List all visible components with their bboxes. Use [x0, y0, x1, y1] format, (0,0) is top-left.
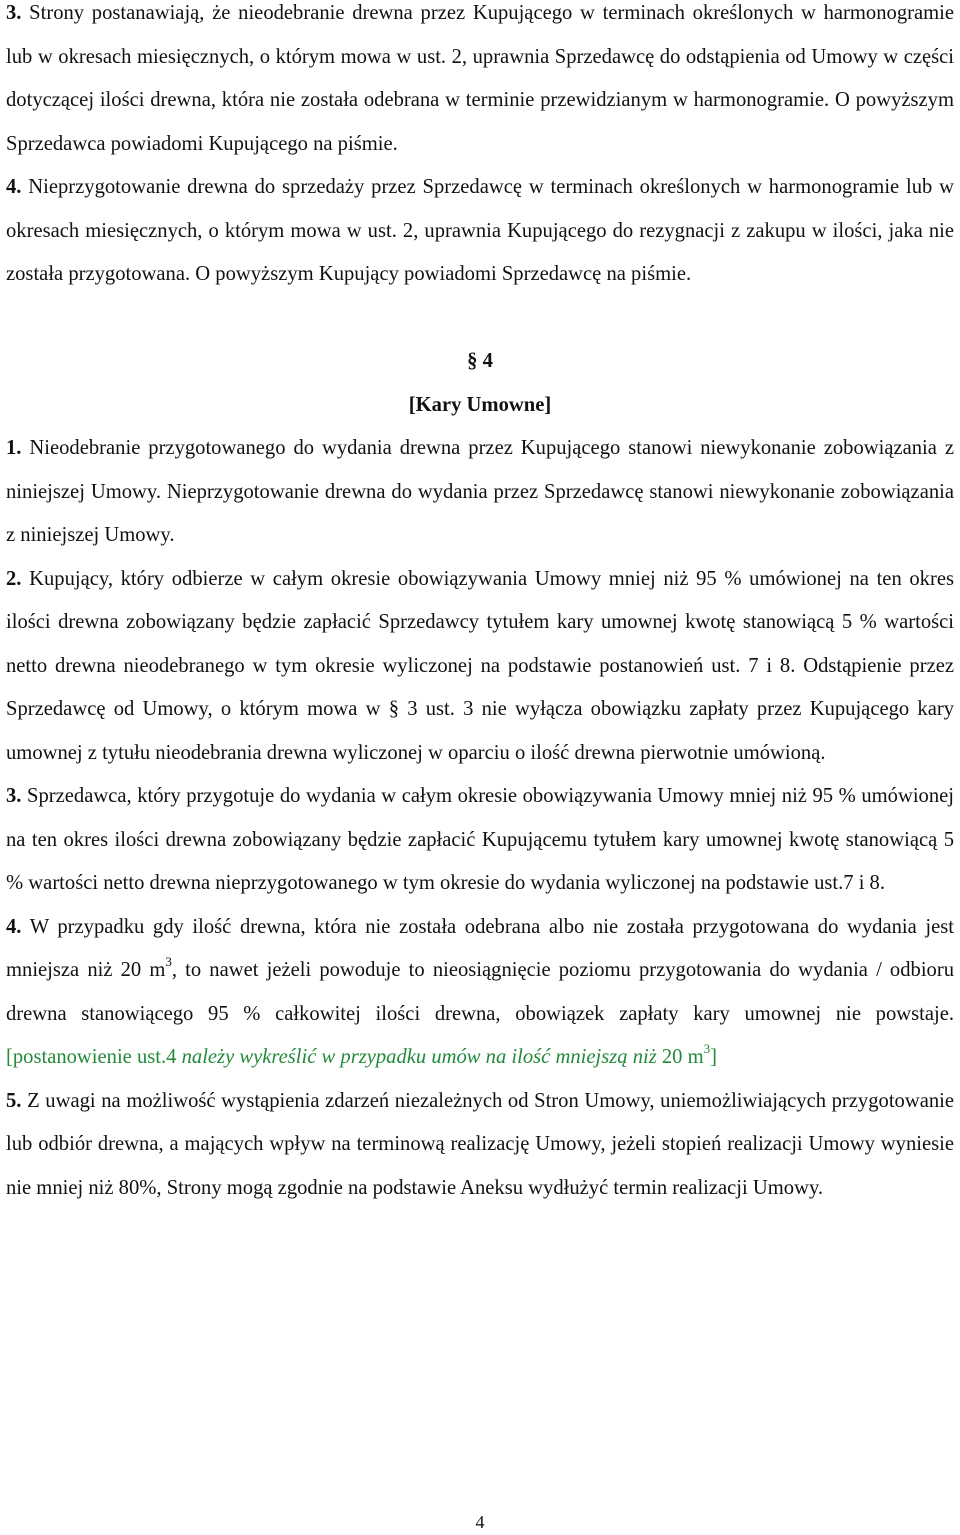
superscript: 3 — [165, 954, 172, 970]
paragraph-number: 2. — [6, 567, 22, 590]
editorial-note-amount: 20 m — [656, 1046, 704, 1068]
paragraph-number: 3. — [6, 785, 22, 807]
section4-paragraph-2 — [6, 558, 954, 776]
paragraph-number: 4. — [6, 176, 22, 198]
section4-paragraph-3 — [6, 775, 954, 906]
paragraph-text-b: , to nawet jeżeli powoduje to nieosiągnięcie poziomu przygotowania do wydania / odbioru drewna stanowiącego 95 % całkowitej ilości drewna, obowiązek zapłaty kary umownej nie powstaje. — [6, 959, 954, 1025]
paragraph-text-a: Kupujący, który odbierze w całym okresie obowiązywania Umowy mniej niż 95 % umówionej na ten okres ilości drewna zobowiązany będzie zapłacić Sprzedawcy tytułem kary umownej kwotę stanowiącą 5 % wartości netto drewna nieodebranego w tym okresie wyliczonej na podstawie postanowień ust. 7 i 8. Odstąpienie przez Sprzedawcę od Umowy, o którym mowa w — [6, 567, 954, 720]
paragraph-text: Nieodebranie przygotowanego do wydania drewna przez Kupującego stanowi niewykonanie zobowiązania z niniejszej Umowy. Nieprzygotowanie drewna do wydania przez Sprzedawcę stanowi niewykonanie zobowiązania z niniejszej Umowy. — [6, 437, 954, 546]
paragraph-number: 3. — [6, 2, 22, 24]
paragraph-4 — [6, 166, 954, 297]
spacer — [6, 297, 954, 341]
paragraph-text: Z uwagi na możliwość wystąpienia zdarzeń niezależnych od Stron Umowy, uniemożliwiających przygotowanie lub odbiór drewna, a mających wpływ na terminową realizację Umowy, jeżeli stopień realizacji Umowy wyniesie nie mniej niż 80%, Strony mogą zgodnie na podstawie Aneksu wydłużyć termin realizacji Umowy. — [6, 1089, 955, 1199]
section-number: 4 — [482, 350, 493, 372]
paragraph-text-a: W przypadku gdy ilość drewna, która nie została odebrana albo nie została przygotowana do wydania jest mniejsza niż 20 m — [6, 915, 954, 981]
paragraph-number: 4. — [6, 915, 22, 938]
paragraph-number: 1. — [6, 437, 22, 459]
section-symbol: § — [467, 350, 478, 372]
paragraph-3 — [6, 0, 954, 166]
editorial-note-superscript: 3 — [703, 1041, 711, 1057]
section-title: [Kary Umowne] — [408, 393, 552, 416]
paragraph-text: Nieprzygotowanie drewna do sprzedaży przez Sprzedawcę w terminach określonych w harmonogramie lub w okresach miesięcznych, o którym mowa w ust. 2, uprawnia Kupującego do rezygnacji z zakupu w ilości, jaka nie została przygotowana. O powyższym Kupujący powiadomi Sprzedawcę na piśmie. — [6, 176, 954, 285]
editorial-note-start: [postanowienie ust.4 — [6, 1046, 182, 1068]
paragraph-text: Strony postanawiają, że nieodebranie drewna przez Kupującego w terminach określonych w harmonogramie lub w okresach miesięcznych, o którym mowa w ust. 2, uprawnia Sprzedawcę do odstąpienia od Umowy w części dotyczącej ilości drewna, która nie została odebrana w terminie przewidzianym w harmonogramie. O powyższym Sprzedawca powiadomi Kupującego na piśmie. — [6, 2, 954, 155]
paragraph-text-b: 3 ust. 3 nie wyłącza obowiązku zapłaty przez Kupującego kary umownej z tytułu nieodebrania drewna wyliczonej w oparciu o ilość drewna pierwotnie umówioną. — [6, 698, 954, 764]
reference-symbol: § — [388, 698, 400, 720]
paragraph-text: Sprzedawca, który przygotuje do wydania w całym okresie obowiązywania Umowy mniej niż 95 % umówionej na ten okres ilości drewna zobowiązany będzie zapłacić Kupującemu tytułem kary umownej kwotę stanowiącą 5 % wartości netto drewna nieprzygotowanego w tym okresie do wydania wyliczonej na podstawie ust.7 i 8. — [6, 785, 954, 894]
section4-paragraph-1 — [6, 427, 954, 558]
editorial-note-italic: należy wykreślić w przypadku umów na ilość mniejszą niż — [181, 1046, 657, 1068]
paragraph-number: 5. — [6, 1089, 22, 1112]
editorial-note-end: ] — [710, 1046, 718, 1068]
section4-paragraph-4 — [6, 906, 954, 1080]
section-number-heading — [6, 340, 954, 384]
page-number: 4 — [475, 1512, 485, 1532]
document-body — [6, 0, 954, 1210]
section4-paragraph-5 — [6, 1080, 954, 1211]
